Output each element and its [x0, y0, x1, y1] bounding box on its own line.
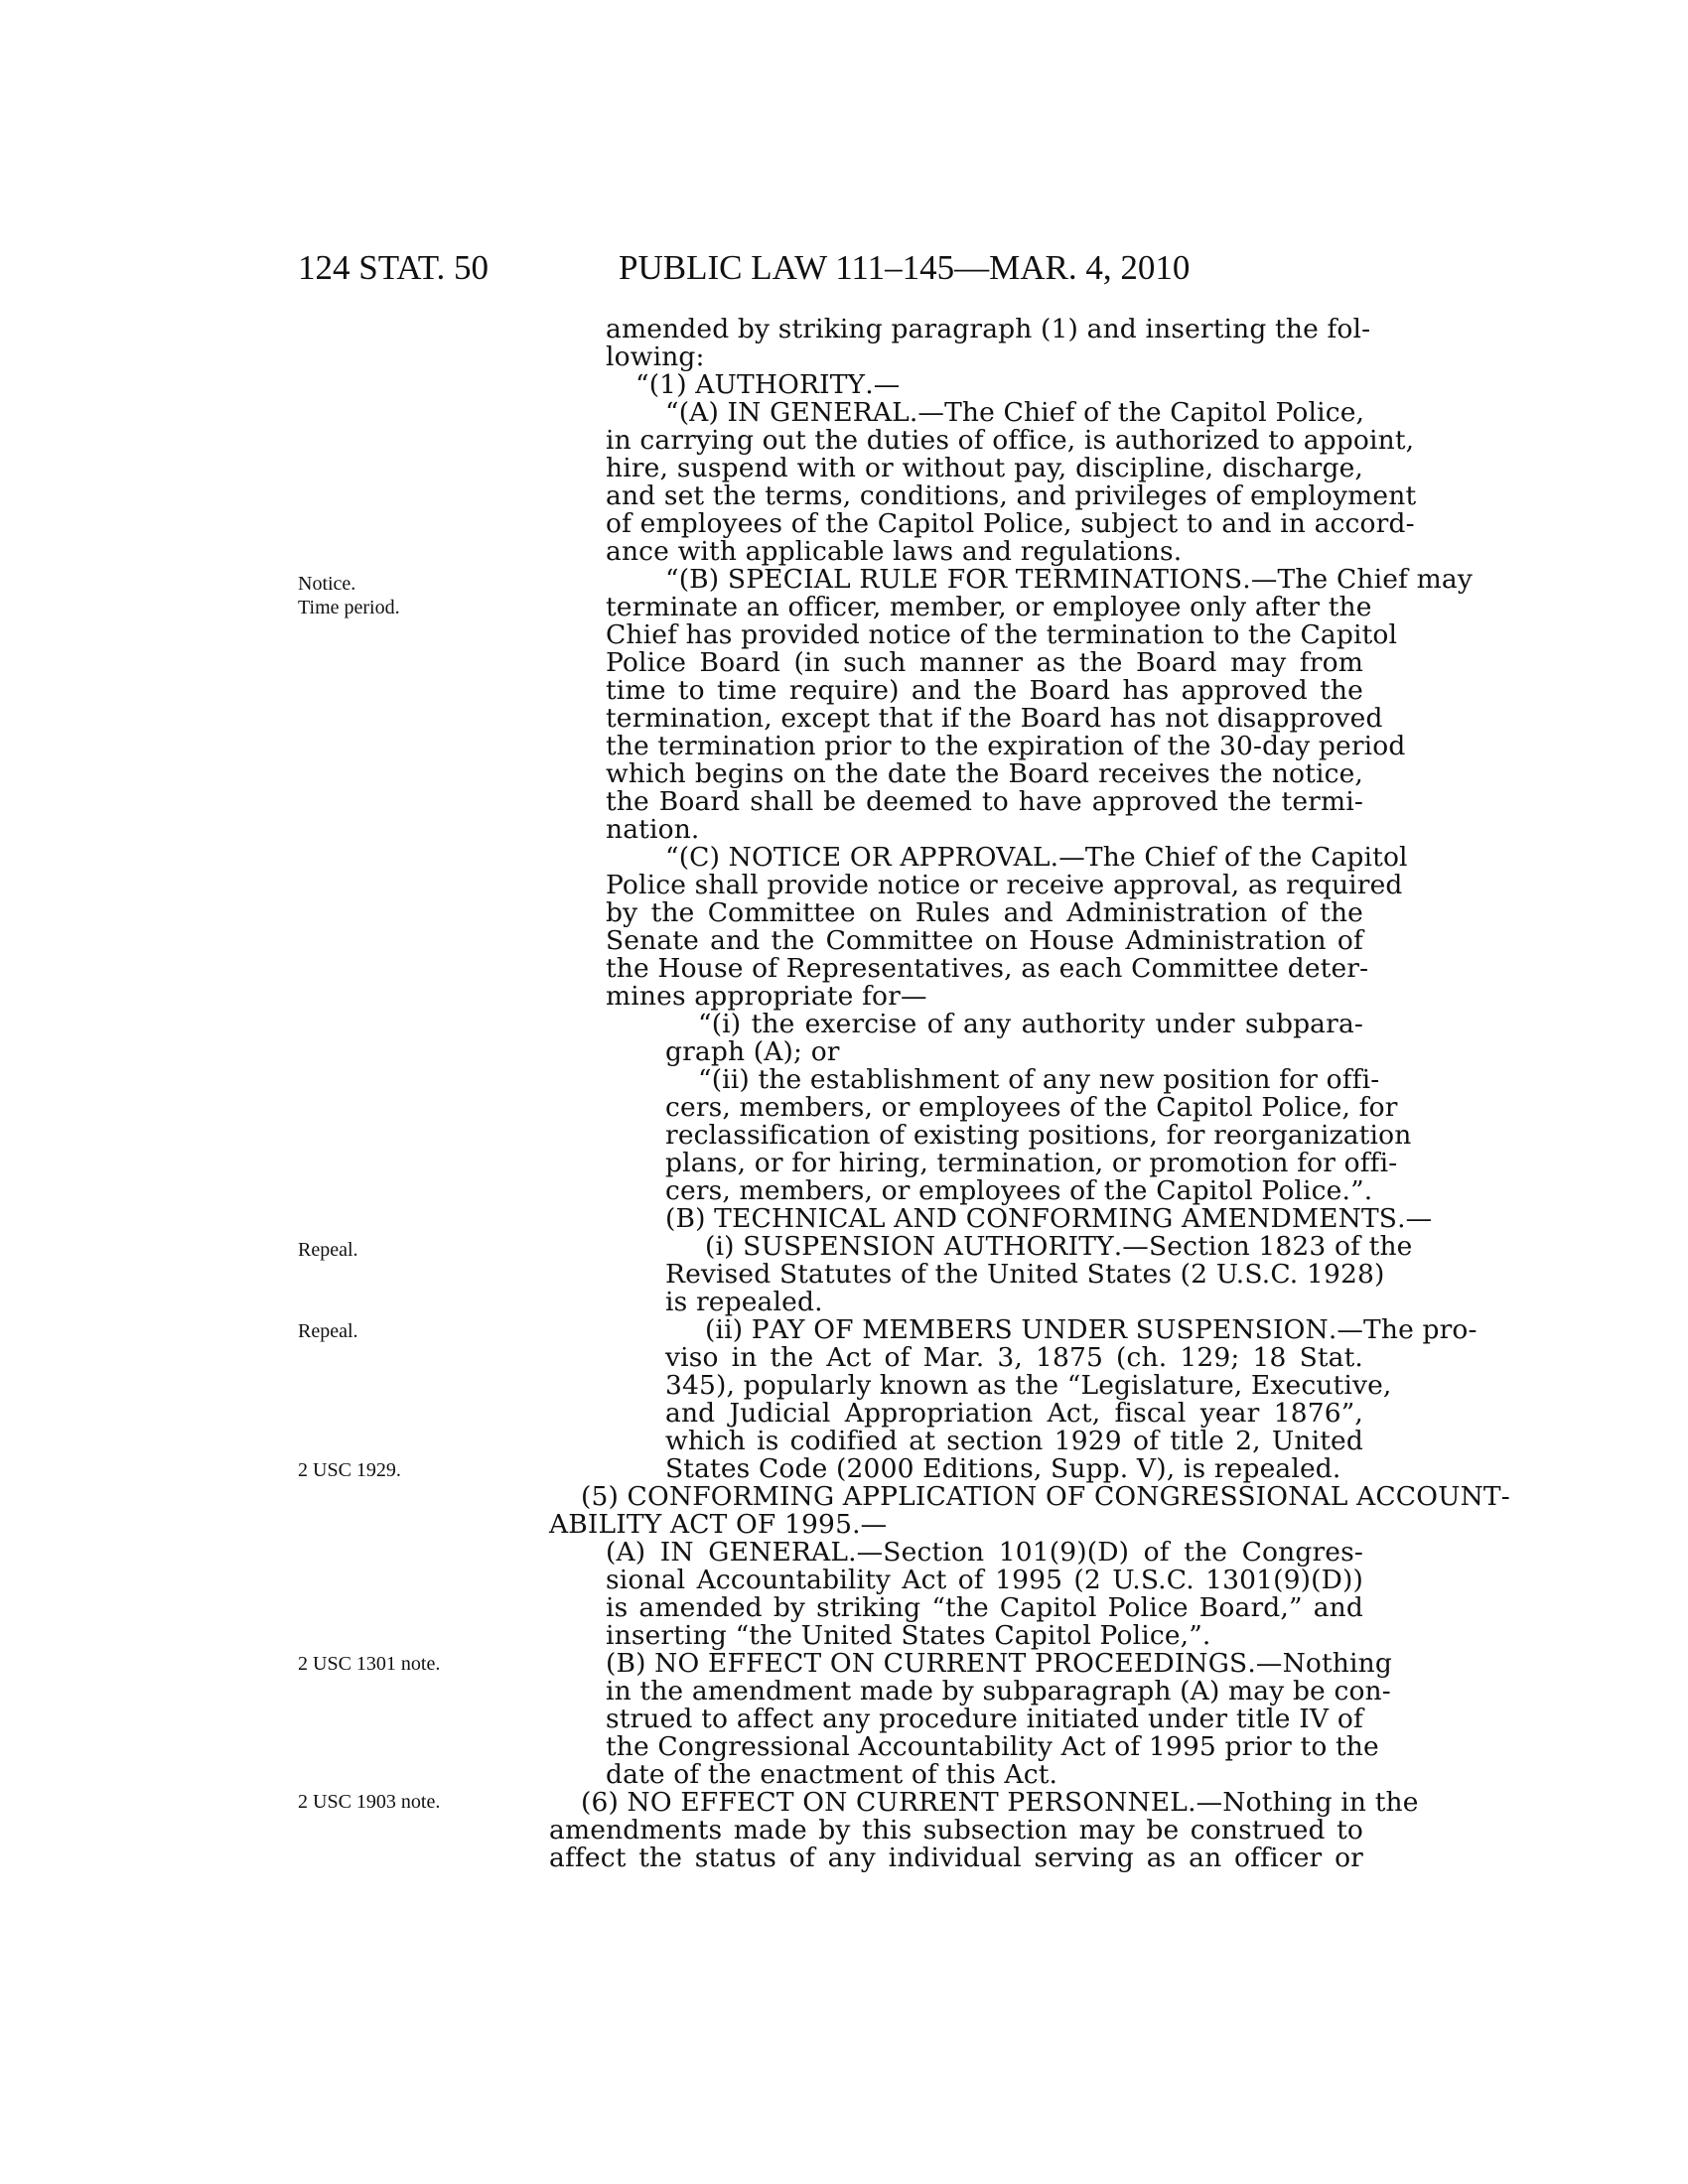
text-line: States Code (2000 Editions, Supp. V), is repealed.: [665, 1453, 1341, 1484]
text-line: Revised Statutes of the United States (2 U.S.C. 1928): [665, 1259, 1385, 1290]
text-line: is amended by striking “the Capitol Police Board,” and: [606, 1592, 1363, 1623]
text-line: ABILITY ACT OF 1995.—: [549, 1509, 888, 1540]
text-line: “(A) IN GENERAL.—The Chief of the Capitol Police,: [665, 397, 1365, 428]
text-line: Senate and the Committee on House Administration of: [606, 925, 1363, 956]
text-line: is repealed.: [665, 1287, 823, 1317]
text-line: (5) CONFORMING APPLICATION OF CONGRESSIONAL ACCOUNT-: [581, 1481, 1510, 1512]
margin-note: Time period.: [298, 597, 400, 618]
text-line: and set the terms, conditions, and privileges of employment: [606, 480, 1417, 511]
text-line: which is codified at section 1929 of title 2, United: [665, 1426, 1363, 1456]
text-line: nation.: [606, 814, 700, 845]
text-line: and Judicial Appropriation Act, fiscal year 1876”,: [665, 1398, 1363, 1429]
text-line: “(B) SPECIAL RULE FOR TERMINATIONS.—The Chief may: [665, 564, 1473, 595]
margin-note: 2 USC 1903 note.: [298, 1791, 441, 1813]
text-line: (6) NO EFFECT ON CURRENT PERSONNEL.—Nothing in the: [581, 1787, 1419, 1818]
text-line: lowing:: [606, 341, 705, 372]
text-line: Chief has provided notice of the termination to the Capitol: [606, 619, 1398, 650]
text-line: affect the status of any individual serving as an officer or: [549, 1843, 1363, 1873]
text-line: graph (A); or: [665, 1036, 840, 1067]
text-line: inserting “the United States Capitol Police,”.: [606, 1620, 1211, 1651]
text-line: termination, except that if the Board has not disapproved: [606, 703, 1383, 734]
margin-note: 2 USC 1929.: [298, 1459, 401, 1481]
text-line: strued to affect any procedure initiated under title IV of: [606, 1704, 1363, 1734]
margin-note: Repeal.: [298, 1239, 358, 1261]
text-line: reclassification of existing positions, for reorganization: [665, 1120, 1412, 1151]
text-line: time to time require) and the Board has approved the: [606, 675, 1363, 706]
text-line: which begins on the date the Board receives the notice,: [606, 758, 1363, 789]
text-line: Police Board (in such manner as the Board may from: [606, 647, 1363, 678]
margin-note: Notice.: [298, 573, 356, 595]
text-line: (i) SUSPENSION AUTHORITY.—Section 1823 of the: [705, 1231, 1413, 1262]
text-line: (B) TECHNICAL AND CONFORMING AMENDMENTS.—: [665, 1203, 1433, 1234]
text-line: (B) NO EFFECT ON CURRENT PROCEEDINGS.—Nothing: [606, 1648, 1392, 1679]
text-line: 345), popularly known as the “Legislature, Executive,: [665, 1370, 1392, 1401]
text-line: terminate an officer, member, or employee only after the: [606, 592, 1372, 622]
text-line: “(i) the exercise of any authority under subpara-: [698, 1009, 1363, 1039]
text-line: mines appropriate for—: [606, 981, 927, 1012]
text-line: “(1) AUTHORITY.—: [635, 369, 901, 400]
text-line: cers, members, or employees of the Capitol Police.”.: [665, 1175, 1373, 1206]
text-line: the Congressional Accountability Act of 1995 prior to the: [606, 1731, 1379, 1762]
text-line: hire, suspend with or without pay, discipline, discharge,: [606, 453, 1363, 483]
margin-note: Repeal.: [298, 1320, 358, 1342]
text-line: amended by striking paragraph (1) and inserting the fol-: [606, 314, 1371, 344]
text-line: by the Committee on Rules and Administration of the: [606, 897, 1363, 928]
text-line: cers, members, or employees of the Capitol Police, for: [665, 1092, 1398, 1123]
text-line: sional Accountability Act of 1995 (2 U.S.C. 1301(9)(D)): [606, 1565, 1363, 1595]
margin-note: 2 USC 1301 note.: [298, 1653, 441, 1675]
text-line: (ii) PAY OF MEMBERS UNDER SUSPENSION.—The pro-: [705, 1314, 1477, 1345]
text-line: (A) IN GENERAL.—Section 101(9)(D) of the Congres-: [606, 1537, 1363, 1568]
text-line: Police shall provide notice or receive approval, as required: [606, 870, 1403, 900]
text-line: the Board shall be deemed to have approved the termi-: [606, 786, 1363, 817]
text-line: amendments made by this subsection may be construed to: [549, 1815, 1363, 1845]
running-head: PUBLIC LAW 111–145—MAR. 4, 2010: [619, 248, 1191, 287]
text-line: date of the enactment of this Act.: [606, 1759, 1058, 1790]
page-number: 124 STAT. 50: [298, 248, 489, 287]
text-line: “(C) NOTICE OR APPROVAL.—The Chief of the Capitol: [665, 842, 1408, 873]
text-line: the House of Representatives, as each Committee deter-: [606, 953, 1369, 984]
text-line: ance with applicable laws and regulations.: [606, 536, 1183, 567]
text-line: viso in the Act of Mar. 3, 1875 (ch. 129; 18 Stat.: [665, 1342, 1363, 1373]
text-line: in carrying out the duties of office, is authorized to appoint,: [606, 425, 1415, 456]
text-line: plans, or for hiring, termination, or promotion for offi-: [665, 1148, 1398, 1178]
text-line: in the amendment made by subparagraph (A) may be con-: [606, 1676, 1391, 1706]
text-line: “(ii) the establishment of any new position for offi-: [698, 1064, 1380, 1095]
text-line: the termination prior to the expiration of the 30-day period: [606, 731, 1406, 761]
text-line: of employees of the Capitol Police, subject to and in accord-: [606, 508, 1415, 539]
